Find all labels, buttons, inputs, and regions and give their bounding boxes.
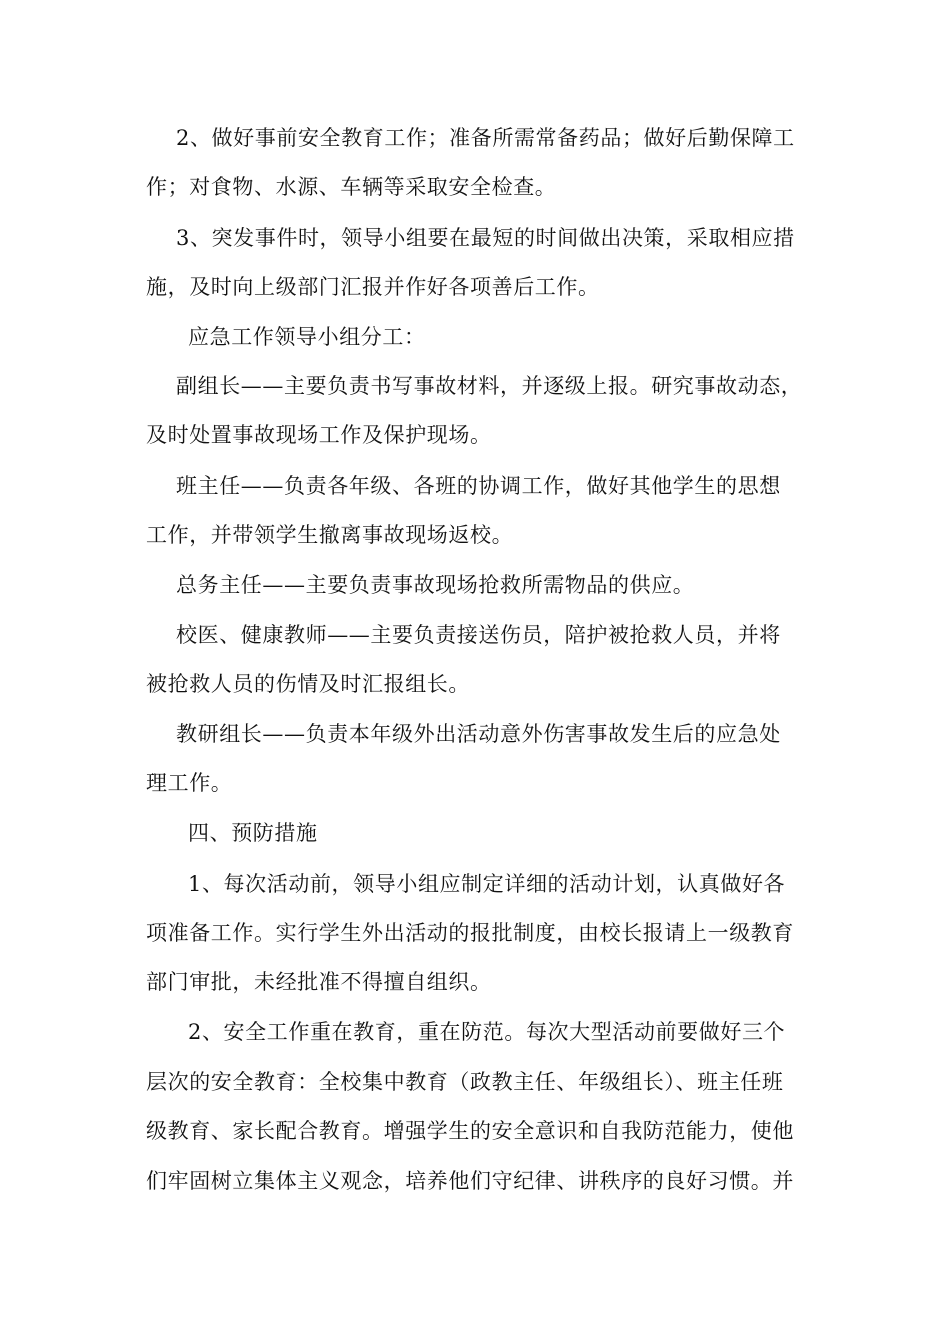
text-line: 及时处置事故现场工作及保护现场。 <box>146 423 492 447</box>
text-line: 班主任——负责各年级、各班的协调工作，做好其他学生的思想 <box>176 474 781 498</box>
text-line: 2、做好事前安全教育工作；准备所需常备药品；做好后勤保障工 <box>176 126 795 150</box>
text-line: 教研组长——负责本年级外出活动意外伤害事故发生后的应急处 <box>176 722 781 746</box>
text-line: 项准备工作。实行学生外出活动的报批制度，由校长报请上一级教育 <box>146 921 794 945</box>
text-line: 1、每次活动前，领导小组应制定详细的活动计划，认真做好各 <box>188 872 786 896</box>
text-line: 层次的安全教育：全校集中教育（政教主任、年级组长）、班主任班 <box>146 1070 784 1094</box>
text-line: 3、突发事件时，领导小组要在最短的时间做出决策，采取相应措 <box>176 226 795 250</box>
text-line: 作；对食物、水源、车辆等采取安全检查。 <box>146 175 557 199</box>
text-line: 2、安全工作重在教育，重在防范。每次大型活动前要做好三个 <box>188 1020 786 1044</box>
text-line: 施，及时向上级部门汇报并作好各项善后工作。 <box>146 275 600 299</box>
text-line: 级教育、家长配合教育。增强学生的安全意识和自我防范能力，使他 <box>146 1119 794 1143</box>
text-line: 被抢救人员的伤情及时汇报组长。 <box>146 672 470 696</box>
section-heading: 四、预防措施 <box>188 821 318 845</box>
text-line: 总务主任——主要负责事故现场抢救所需物品的供应。 <box>176 573 695 597</box>
text-line: 应急工作领导小组分工： <box>188 325 426 349</box>
text-line: 部门审批，未经批准不得擅自组织。 <box>146 970 492 994</box>
text-line: 校医、健康教师——主要负责接送伤员，陪护被抢救人员，并将 <box>176 623 781 647</box>
text-line: 副组长——主要负责书写事故材料，并逐级上报。研究事故动态， <box>176 374 803 398</box>
text-line: 们牢固树立集体主义观念，培养他们守纪律、讲秩序的良好习惯。并 <box>146 1169 794 1193</box>
text-line: 理工作。 <box>146 771 233 795</box>
text-line: 工作，并带领学生撤离事故现场返校。 <box>146 523 514 547</box>
